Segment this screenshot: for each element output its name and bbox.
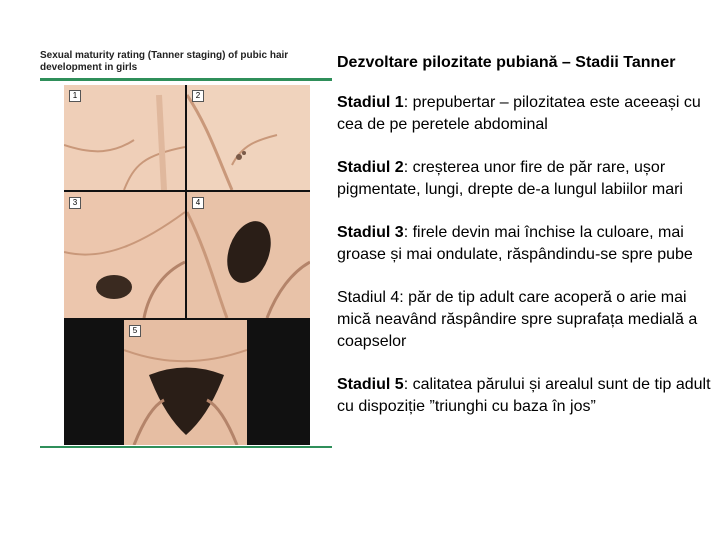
panel-2-illustration (187, 85, 310, 190)
tanner-panel-3 (64, 192, 185, 318)
slide-text (337, 52, 717, 439)
tanner-figure (64, 85, 310, 445)
panel-1-illustration (64, 85, 185, 190)
stage-2-description (337, 157, 717, 201)
stage-label: Stadiul 5 (337, 376, 404, 393)
stage-4-description (337, 287, 717, 353)
figure-rule-top (40, 78, 332, 81)
slide-title: Dezvoltare pilozitate pubiană – Stadii Tanner (337, 54, 676, 71)
stage-label: Stadiul 2 (337, 159, 404, 176)
figure-rule-bottom (40, 446, 332, 448)
panel-number: 5 (129, 325, 141, 337)
stage-text: : firele devin mai închise la culoare, mai groase și mai ondulate, răspândindu-se spre pube (337, 224, 693, 263)
panel-5-illustration (124, 320, 247, 445)
panel-number: 1 (69, 90, 81, 102)
stage-text: : prepubertar – pilozitatea este aceeași cu cea de pe peretele abdominal (337, 94, 701, 133)
panel-number: 2 (192, 90, 204, 102)
tanner-panel-4 (187, 192, 310, 318)
tanner-panel-2 (187, 85, 310, 190)
panel-number: 3 (69, 197, 81, 209)
stage-3-description (337, 222, 717, 266)
figure-caption: Sexual maturity rating (Tanner staging) of pubic hair development in girls (40, 50, 289, 73)
panel-4-illustration (187, 192, 310, 318)
panel-number: 4 (192, 197, 204, 209)
stage-text: : creșterea unor fire de păr rare, ușor pigmentate, lungi, drepte de-a lungul labiilor mari (337, 159, 683, 198)
tanner-panel-5 (124, 320, 247, 445)
stage-text: : păr de tip adult care acoperă o arie mai mică neavând răspândire spre suprafața medială a coapselor (337, 289, 698, 350)
stage-5-description (337, 374, 717, 418)
stage-label: Stadiul 3 (337, 224, 404, 241)
stage-text: : calitatea părului și arealul sunt de tip adult cu dispoziție ”triunghi cu baza în jos” (337, 376, 711, 415)
panel-3-illustration (64, 192, 185, 318)
tanner-panel-1 (64, 85, 185, 190)
stage-1-description (337, 92, 717, 136)
stage-label: Stadiul 1 (337, 94, 404, 111)
stage-label: Stadiul 4 (337, 289, 400, 306)
